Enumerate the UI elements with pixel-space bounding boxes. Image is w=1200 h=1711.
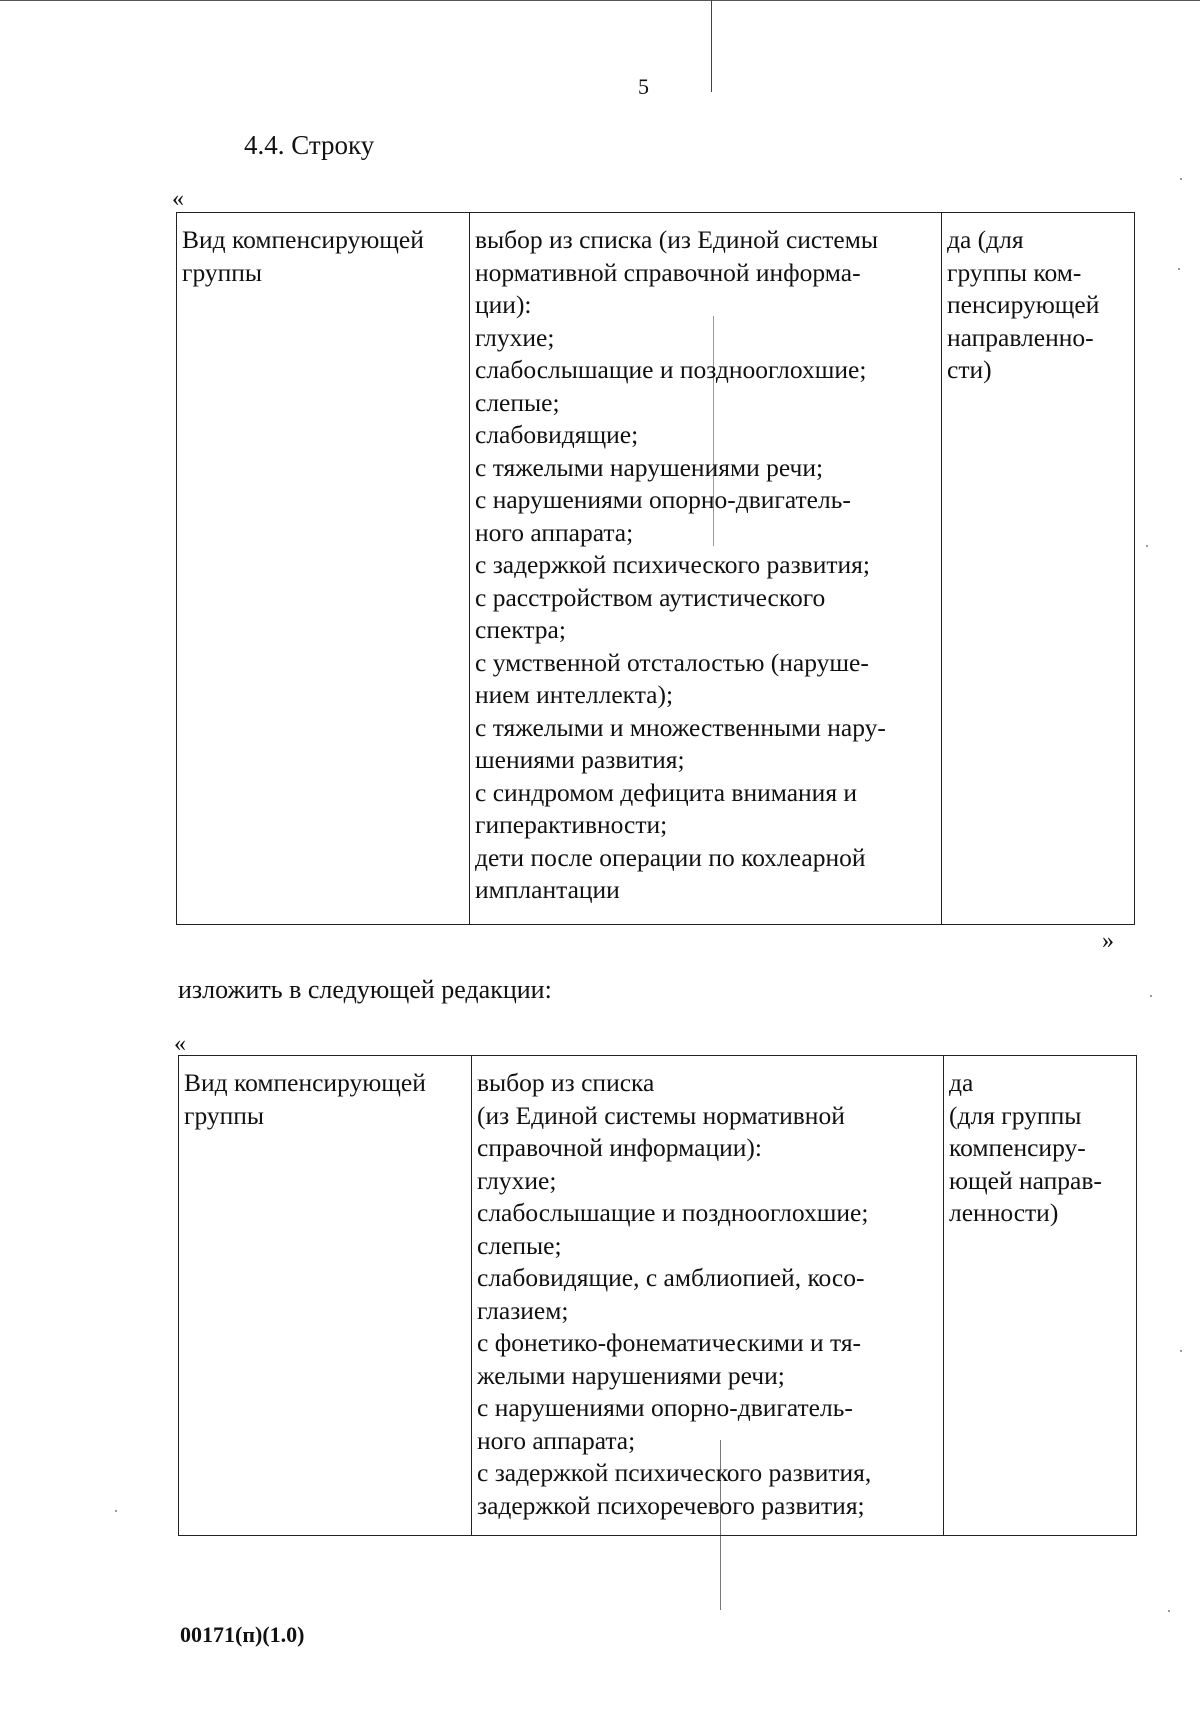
- old-table: [176, 212, 1135, 925]
- scan-edge-line: [0, 0, 1200, 1]
- footer-document-code: 00171(п)(1.0): [180, 1622, 305, 1647]
- cell-line: слепые;: [477, 1230, 562, 1260]
- scan-fold-mark-top: [711, 0, 712, 92]
- required-cell: [944, 1056, 1137, 1536]
- scan-speck: [1180, 178, 1182, 180]
- cell-line: с тяжелыми и множественными нару-: [475, 712, 886, 742]
- table-row: [177, 213, 1135, 925]
- cell-line: сти): [947, 355, 992, 384]
- cell-line: Вид компенсирующей: [184, 1068, 426, 1097]
- cell-line: ющей направ-: [949, 1165, 1102, 1195]
- cell-line: глухие;: [475, 322, 555, 352]
- required-cell: [942, 213, 1135, 925]
- cell-line: с нарушениями опорно-двигатель-: [477, 1393, 853, 1422]
- paragraph-title: 4.4. Строку: [244, 130, 375, 160]
- cell-line: да: [949, 1068, 974, 1097]
- cell-line: выбор из списка: [477, 1068, 655, 1097]
- scan-speck: [1150, 995, 1152, 997]
- cell-line: имплантации: [475, 875, 620, 904]
- cell-line: группы ком-: [947, 257, 1082, 287]
- cell-line: группы: [182, 257, 263, 287]
- cell-line: ции):: [475, 290, 532, 319]
- cell-line: слабослышащие и позднооглохшие;: [475, 355, 867, 384]
- cell-line: глухие;: [477, 1165, 557, 1195]
- cell-line: направленно-: [947, 322, 1094, 352]
- cell-line: дети после операции по кохлеарной: [475, 842, 866, 872]
- cell-line: с синдромом дефицита внимания и: [475, 777, 858, 807]
- scan-speck: [115, 1510, 117, 1512]
- new-table: [178, 1055, 1137, 1536]
- cell-line: группы: [184, 1100, 265, 1130]
- cell-line: с умственной отсталостью (наруше-: [475, 647, 869, 677]
- scan-speck: [1180, 1350, 1182, 1352]
- page-number: 5: [638, 74, 649, 99]
- cell-line: ного аппарата;: [475, 517, 634, 547]
- scan-speck: [1168, 1610, 1170, 1612]
- scan-speck: [1146, 545, 1148, 547]
- cell-line: слабовидящие, с амблиопией, косо-: [477, 1263, 865, 1292]
- field-values-cell: [472, 1056, 944, 1536]
- cell-line: (из Единой системы нормативной: [477, 1100, 845, 1130]
- quote-open-old: «: [172, 186, 184, 212]
- cell-line: нормативной справочной информа-: [475, 257, 861, 287]
- cell-line: с задержкой психического развития,: [477, 1458, 872, 1487]
- quote-open-new: «: [174, 1031, 186, 1057]
- cell-line: слабовидящие;: [475, 420, 639, 449]
- cell-line: с задержкой психического развития;: [475, 550, 870, 579]
- cell-line: слабослышащие и позднооглохшие;: [477, 1198, 869, 1227]
- cell-line: пенсирующей: [947, 290, 1100, 319]
- cell-line: с нарушениями опорно-двигатель-: [475, 485, 851, 514]
- cell-line: спектра;: [475, 615, 566, 644]
- table-row: [179, 1056, 1137, 1536]
- cell-line: желыми нарушениями речи;: [477, 1360, 785, 1390]
- cell-line: выбор из списка (из Единой системы: [475, 225, 878, 254]
- cell-line: с расстройством аутистического: [475, 582, 826, 612]
- cell-line: гиперактивности;: [475, 810, 668, 839]
- scan-speck: [1178, 268, 1180, 270]
- cell-line: Вид компенсирующей: [182, 225, 424, 254]
- quote-close-old: »: [1102, 928, 1114, 954]
- cell-line: задержкой психоречевого развития;: [477, 1490, 865, 1520]
- cell-line: глазием;: [477, 1295, 569, 1325]
- cell-line: шениями развития;: [475, 745, 685, 774]
- cell-line: да (для: [947, 225, 1024, 254]
- field-name-cell: [177, 213, 470, 925]
- cell-line: с тяжелыми нарушениями речи;: [475, 452, 824, 482]
- cell-line: справочной информации):: [477, 1133, 762, 1162]
- cell-line: компенсиру-: [949, 1133, 1086, 1162]
- field-values-cell: [470, 213, 942, 925]
- cell-line: ного аппарата;: [477, 1425, 636, 1455]
- intro-text: изложить в следующей редакции:: [178, 975, 552, 1004]
- cell-line: с фонетико-фонематическими и тя-: [477, 1328, 862, 1357]
- cell-line: нием интеллекта);: [475, 680, 674, 709]
- field-name-cell: [179, 1056, 472, 1536]
- cell-line: (для группы: [949, 1100, 1082, 1130]
- cell-line: ленности): [949, 1198, 1059, 1227]
- cell-line: слепые;: [475, 387, 560, 417]
